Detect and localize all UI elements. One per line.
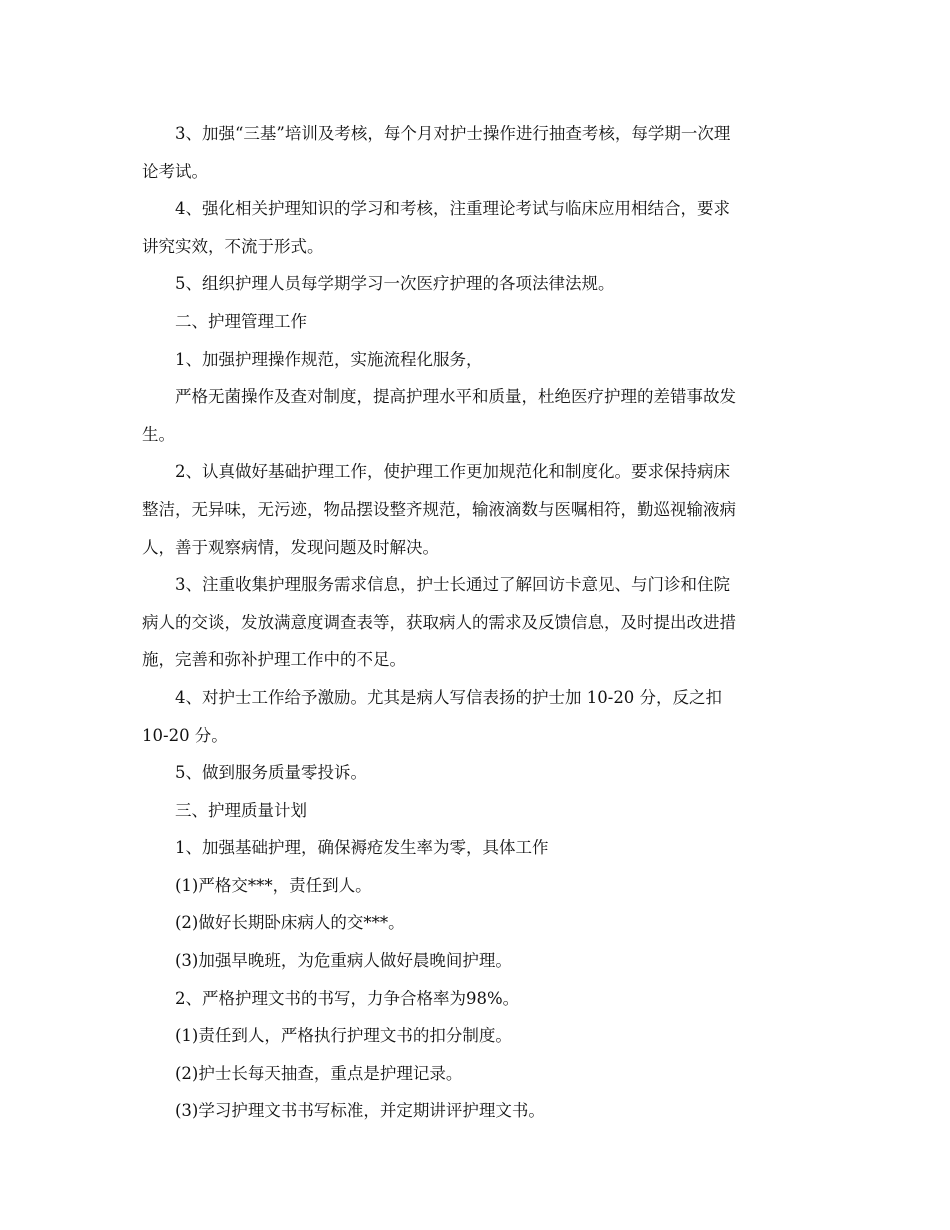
text-line: 三、护理质量计划 xyxy=(175,800,307,820)
text-line: 论考试。 xyxy=(142,161,208,181)
text-line: (1)责任到人，严格执行护理文书的扣分制度。 xyxy=(175,1026,512,1046)
text-line: 二、护理管理工作 xyxy=(175,311,307,331)
text-line: 整洁，无异味，无污迹，物品摆设整齐规范，输液滴数与医嘱相符，勤巡视输液病 xyxy=(142,499,736,519)
text-line: 2、严格护理文书的书写，力争合格率为98%。 xyxy=(175,988,520,1008)
text-line: 讲究实效，不流于形式。 xyxy=(142,236,324,256)
text-line: 4、强化相关护理知识的学习和考核，注重理论考试与临床应用相结合，要求 xyxy=(175,199,730,219)
text-line: (3)加强早晚班，为危重病人做好晨晚间护理。 xyxy=(175,951,512,971)
text-line: 施，完善和弥补护理工作中的不足。 xyxy=(142,650,406,670)
text-line: 1、加强护理操作规范，实施流程化服务， xyxy=(175,349,483,369)
text-line: 3、加强“三基”培训及考核，每个月对护士操作进行抽查考核，每学期一次理 xyxy=(175,124,731,143)
text-line: 1、加强基础护理，确保褥疮发生率为零，具体工作 xyxy=(175,838,549,858)
text-line: (2)做好长期卧床病人的交***。 xyxy=(175,913,405,933)
text-line: 生。 xyxy=(142,424,175,444)
text-line: 病人的交谈，发放满意度调查表等，获取病人的需求及反馈信息，及时提出改进措 xyxy=(142,612,736,632)
text-line: (3)学习护理文书书写标准，并定期讲评护理文书。 xyxy=(175,1101,545,1121)
text-line: 5、做到服务质量零投诉。 xyxy=(175,763,367,783)
text-line: 严格无菌操作及查对制度，提高护理水平和质量，杜绝医疗护理的差错事故发 xyxy=(175,387,736,407)
document-body xyxy=(142,115,810,1130)
text-line: 2、认真做好基础护理工作，使护理工作更加规范化和制度化。要求保持病床 xyxy=(175,462,730,482)
text-line: (2)护士长每天抽查，重点是护理记录。 xyxy=(175,1063,463,1083)
text-line: (1)严格交***，责任到人。 xyxy=(175,875,372,895)
text-line: 4、对护士工作给予激励。尤其是病人写信表扬的护士加 10-20 分，反之扣 xyxy=(175,687,723,707)
text-line: 5、组织护理人员每学期学习一次医疗护理的各项法律法规。 xyxy=(175,274,615,294)
text-line: 人，善于观察病情，发现问题及时解决。 xyxy=(142,537,439,557)
text-line: 10-20 分。 xyxy=(142,725,228,745)
text-line: 3、注重收集护理服务需求信息，护士长通过了解回访卡意见、与门诊和住院 xyxy=(175,575,730,595)
